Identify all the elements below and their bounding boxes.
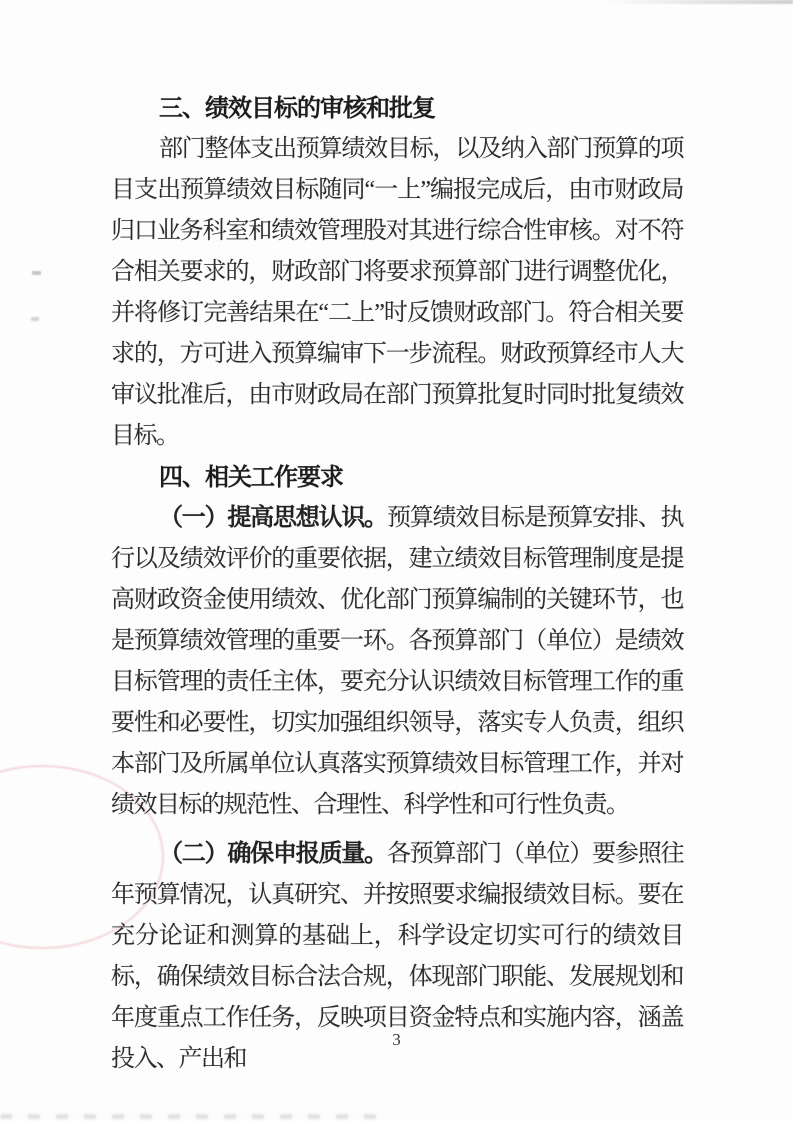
scan-edge-artifact-bottom-left — [0, 1114, 390, 1119]
section-heading-four: 四、相关工作要求 — [159, 464, 343, 491]
document-body — [111, 88, 683, 1080]
paragraph-body-two: 各预算部门（单位）要参照往年预算情况，认真研究、并按照要求编报绩效目标。要在充分论证和测算的基础上，科学设定切实可行的绩效目标，确保绩效目标合法合规，体现部门职能、发展规划和年度重点工作任务，反映项目资金特点和实施内容，涵盖投入、产出和 — [111, 841, 684, 1072]
section-heading-three: 三、绩效目标的审核和批复 — [159, 95, 435, 122]
scan-edge-artifact-top-right — [602, 0, 793, 4]
paragraph-lead-two: （二）确保申报质量。 — [159, 841, 387, 867]
paragraph-lead-one: （一）提高思想认识。 — [159, 505, 387, 531]
scan-smudge-mark-1 — [32, 271, 41, 275]
paragraph-body-one: 预算绩效目标是预算安排、执行以及绩效评价的重要依据，建立绩效目标管理制度是提高财政资金使用绩效、优化部门预算编制的关键环节，也是预算绩效管理的重要一环。各预算部门（单位）是绩效目标管理的责任主体，要充分认识绩效目标管理工作的重要性和必要性，切实加强组织领导，落实专人负责，组织本部门及所属单位认真落实预算绩效目标管理工作，并对绩效目标的规范性、合理性、科学性和可行性负责。 — [111, 505, 684, 818]
paragraph-review-approval: 部门整体支出预算绩效目标，以及纳入部门预算的项目支出预算绩效目标随同“一上”编报完成后，由市财政局归口业务科室和绩效管理股对其进行综合性审核。对不符合相关要求的，财政部门将要求预算部门进行调整优化，并将修订完善结果在“二上”时反馈财政部门。符合相关要求的，方可进入预算编审下一步流程。财政预算经市人大审议批准后，由市财政局在部门预算批复时同时批复绩效目标。 — [111, 136, 683, 449]
page-number: 3 — [392, 1030, 401, 1049]
paragraph-raise-awareness — [111, 498, 683, 826]
scan-smudge-mark-2 — [31, 317, 39, 321]
